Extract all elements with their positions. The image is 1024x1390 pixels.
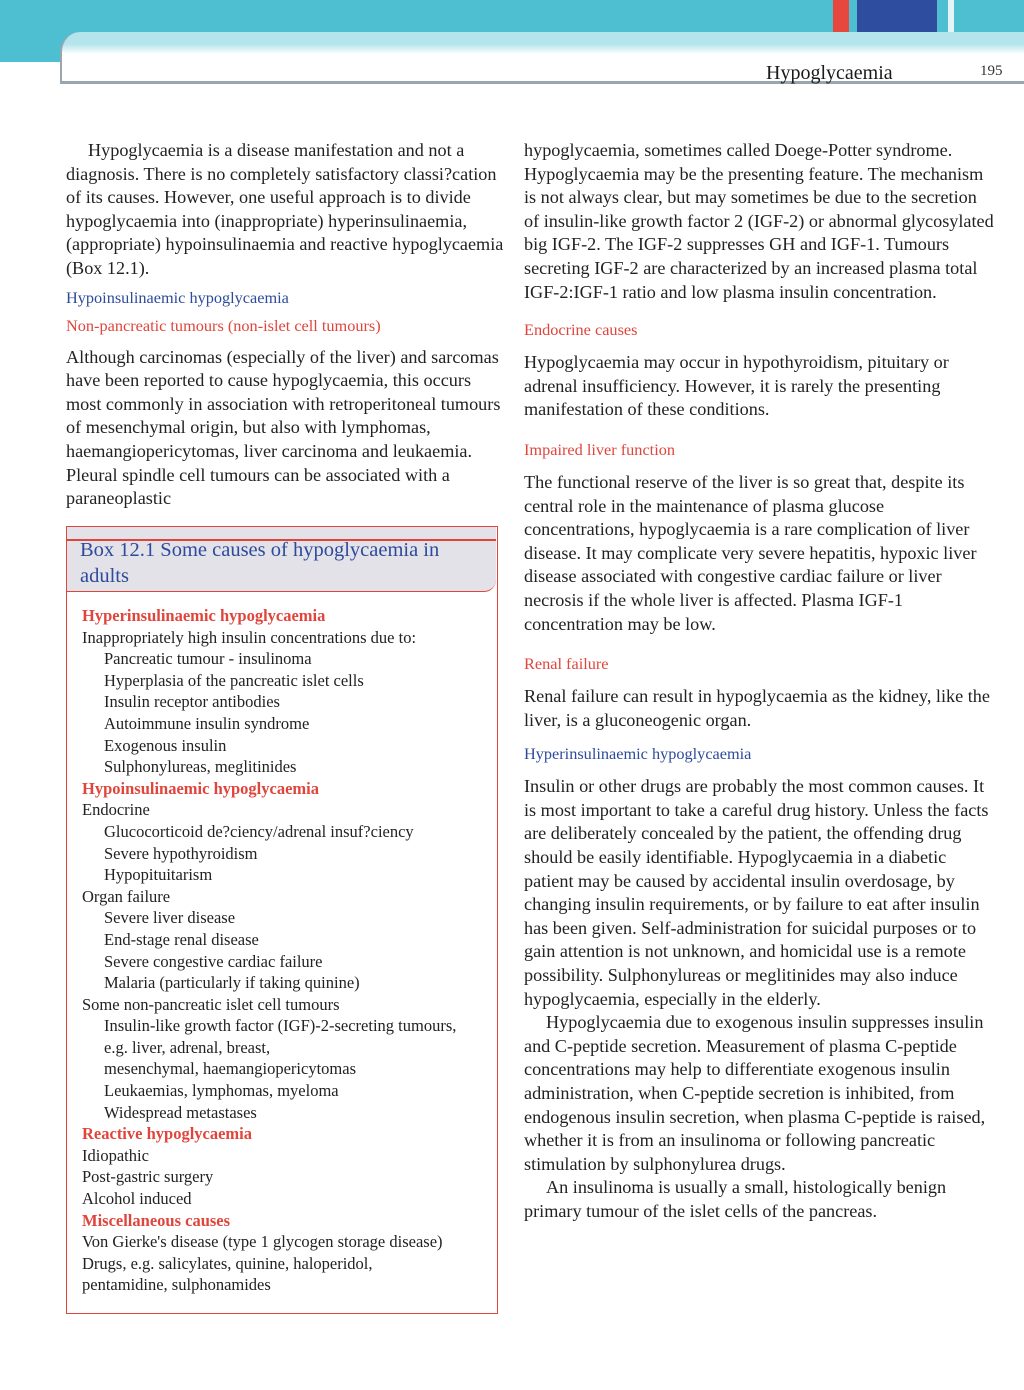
box-list-item: Insulin receptor antibodies <box>104 692 280 712</box>
right-column <box>524 139 994 1224</box>
page-number: 195 <box>980 63 1003 79</box>
box-list-line: Endocrine <box>82 800 150 820</box>
heading-hypoinsulinaemic: Hypoinsulinaemic hypoglycaemia <box>66 287 289 307</box>
running-head: Hypoglycaemia <box>766 62 893 84</box>
hyperinsulinaemic-paragraph-3: An insulinoma is usually a small, histologically benign primary tumour of the islet cells of the pancreas. <box>524 1177 947 1221</box>
box-12-1 <box>66 526 498 1314</box>
box-list-line: Alcohol induced <box>82 1189 192 1209</box>
heading-endocrine-causes: Endocrine causes <box>524 320 638 340</box>
box-list-item: End-stage renal disease <box>104 929 259 949</box>
hyperinsulinaemic-paragraph-2: Hypoglycaemia due to exogenous insulin suppresses insulin and C-peptide secretion. Measurement of plasma C-peptide concentrations may help to differentiate exogenous insulin administration, when C-peptide secretion is inhibited, from endogenous insulin secretion, when plasma C-peptide is raised, whether it is from an insulinoma or following pancreatic stimulation by sulphonylurea drugs. <box>524 1012 986 1174</box>
box-list-line: Organ failure <box>82 886 171 906</box>
liver-paragraph: The functional reserve of the liver is so great that, despite its central role in the maintenance of plasma glucose concentrations, hypoglycaemia is a rare complication of liver disease. It may complicate very severe hepatitis, hypoxic liver disease associated with congestive cardiac failure or liver necrosis if the whole liver is affected. Plasma IGF-1 concentration may be low. <box>524 471 977 634</box>
box-list-item: Severe congestive cardiac failure <box>104 951 323 971</box>
box-title: Box 12.1 Some causes of hypoglycaemia in adults <box>80 539 440 587</box>
box-list-item: mesenchymal, haemangiopericytomas <box>104 1059 356 1079</box>
header-tab-red <box>833 0 849 32</box>
header-tab-navy <box>857 0 937 32</box>
non-pancreatic-paragraph: Although carcinomas (especially of the liver) and sarcomas have been reported to cause hypoglycaemia, this occurs most commonly in association with retroperitoneal tumours of mesenchymal origin, but also with lymphomas, haemangiopericytomas, liver carcinoma and leukaemia. Pleural spindle cell tumours can be associated with a paraneoplastic <box>66 346 501 509</box>
box-list-line: Inappropriately high insulin concentrations due to: <box>82 627 417 647</box>
box-list-item: Hypopituitarism <box>104 865 213 885</box>
heading-impaired-liver-function: Impaired liver function <box>524 439 675 459</box>
box-body <box>82 605 492 1296</box>
box-list-line: Idiopathic <box>82 1145 149 1165</box>
box-list-item: Sulphonylureas, meglitinides <box>104 757 297 777</box>
left-column <box>66 139 506 511</box>
box-list-item: Severe hypothyroidism <box>104 843 258 863</box>
box-list-item: Pancreatic tumour - insulinoma <box>104 649 312 669</box>
box-section-heading: Miscellaneous causes <box>82 1210 231 1230</box>
heading-hyperinsulinaemic: Hyperinsulinaemic hypoglycaemia <box>524 744 752 764</box>
endocrine-paragraph: Hypoglycaemia may occur in hypothyroidism, pituitary or adrenal insufficiency. However, it is rarely the presenting manifestation of these conditions. <box>524 352 949 420</box>
renal-paragraph: Renal failure can result in hypoglycaemia as the kidney, like the liver, is a gluconeogenic organ. <box>524 686 990 730</box>
heading-non-pancreatic-tumours: Non-pancreatic tumours (non-islet cell tumours) <box>66 315 381 335</box>
box-list-line: Von Gierke's disease (type 1 glycogen storage disease) <box>82 1232 443 1252</box>
box-list-item: Severe liver disease <box>104 908 236 928</box>
box-list-item: Malaria (particularly if taking quinine) <box>104 973 360 993</box>
header-tab-white <box>948 0 954 32</box>
box-section-heading: Hypoinsulinaemic hypoglycaemia <box>82 778 319 798</box>
box-list-item: Hyperplasia of the pancreatic islet cells <box>104 670 364 690</box>
box-list-item: e.g. liver, adrenal, breast, <box>104 1037 271 1057</box>
box-list-item: Leukaemias, lymphomas, myeloma <box>104 1081 339 1101</box>
box-list-line: pentamidine, sulphonamides <box>82 1275 271 1295</box>
box-list-line: Drugs, e.g. salicylates, quinine, haloperidol, <box>82 1253 373 1273</box>
box-list-line: Post-gastric surgery <box>82 1167 214 1187</box>
box-list-item: Autoimmune insulin syndrome <box>104 713 310 733</box>
box-header <box>67 527 496 592</box>
box-list-item: Widespread metastases <box>104 1102 257 1122</box>
intro-paragraph: Hypoglycaemia is a disease manifestation and not a diagnosis. There is no completely satisfactory classi?cation of its causes. However, one useful approach is to divide hypoglycaemia into (inappropriate) hyperinsulinaemia, (appropriate) hypoinsulinaemia and reactive hypoglycaemia (Box 12.1). <box>66 140 504 278</box>
box-list-item: Glucocorticoid de?ciency/adrenal insuf?ciency <box>104 821 414 841</box>
hyperinsulinaemic-paragraph-1: Insulin or other drugs are probably the most common causes. It is most important to take a careful drug history. Unless the facts are deliberately concealed by the patient, the offending drug should be easily identifiable. Hypoglycaemia in a diabetic patient may be caused by accidental insulin overdosage, by changing insulin requirements, or by failure to eat after insulin has been given. Self-administration for suicidal purposes or to gain attention is not unknown, and homicidal use is a remote possibility. Sulphonylureas or meglitinides may also induce hypoglycaemia, especially in the elderly. <box>524 776 989 1009</box>
box-section-heading: Hyperinsulinaemic hypoglycaemia <box>82 606 326 625</box>
heading-renal-failure: Renal failure <box>524 654 609 674</box>
box-section-heading: Reactive hypoglycaemia <box>82 1124 253 1144</box>
box-list-item: Exogenous insulin <box>104 735 227 755</box>
doege-potter-paragraph: hypoglycaemia, sometimes called Doege-Potter syndrome. Hypoglycaemia may be the presenting feature. The mechanism is not always clear, but may sometimes be due to the secretion of insulin-like growth factor 2 (IGF-2) or abnormal glycosylated big IGF-2. The IGF-2 suppresses GH and IGF-1. Tumours secreting IGF-2 are characterized by an increased plasma total IGF-2:IGF-1 ratio and low plasma insulin concentration. <box>524 140 994 302</box>
box-list-line: Some non-pancreatic islet cell tumours <box>82 994 340 1014</box>
box-list-item: Insulin-like growth factor (IGF)-2-secreting tumours, <box>104 1016 457 1036</box>
